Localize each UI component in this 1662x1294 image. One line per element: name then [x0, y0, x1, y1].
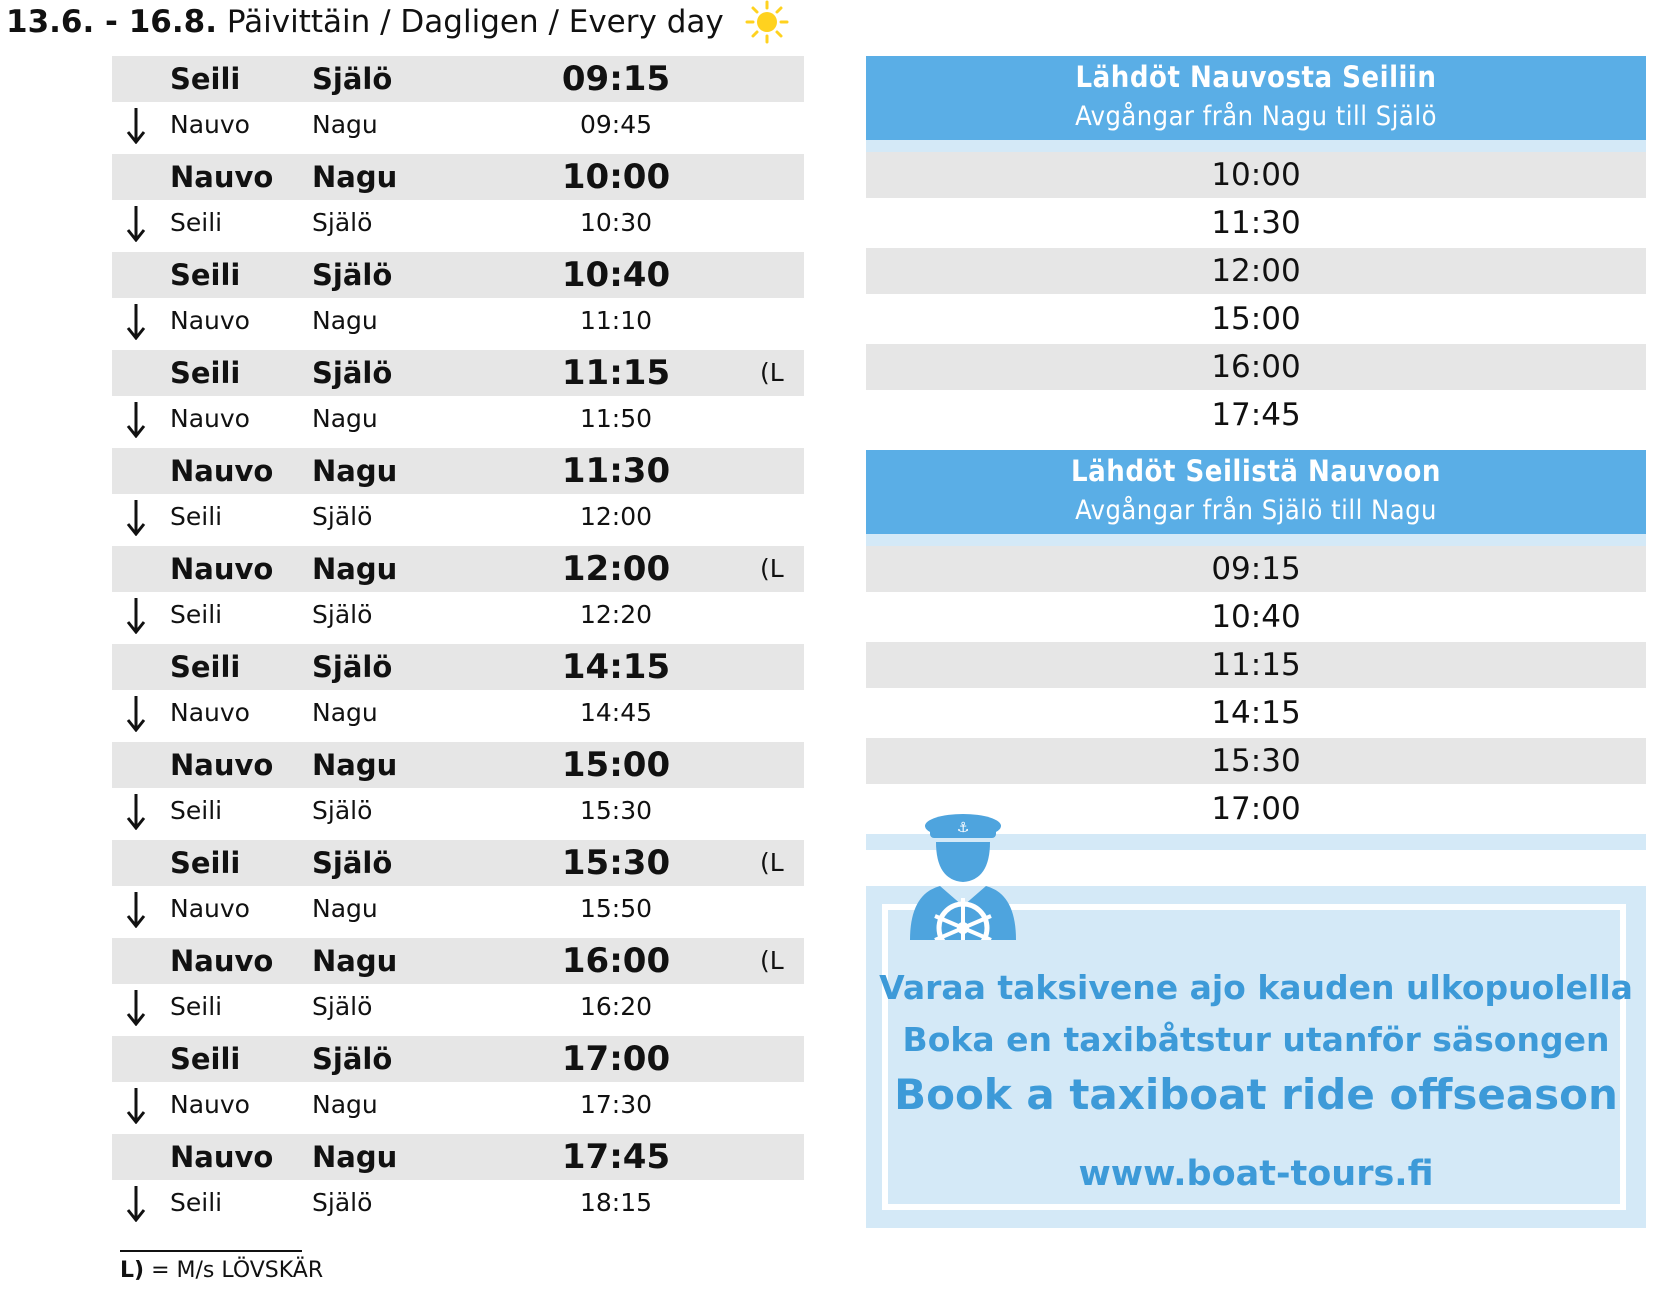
to-sv: Själö: [312, 796, 373, 825]
to-sv: Själö: [312, 208, 373, 237]
arrival-row: [112, 1082, 804, 1128]
to-fi: Nauvo: [170, 110, 250, 139]
from-fi: Seili: [170, 846, 241, 880]
footnote-divider: [120, 1250, 302, 1252]
arrival-row: [112, 788, 804, 834]
to-sv: Nagu: [312, 698, 378, 727]
departure-time: 09:15: [561, 59, 671, 99]
arrival-row: [112, 886, 804, 932]
to-fi: Seili: [170, 796, 223, 825]
trip: [112, 1134, 804, 1232]
departure-row: [112, 252, 804, 298]
departure-time-row: 15:00: [1211, 301, 1301, 337]
arrival-time: 17:30: [579, 1090, 653, 1119]
from-nauvo-title-sv: Avgångar från Nagu till Själö: [1075, 101, 1437, 132]
from-fi: Seili: [170, 1042, 241, 1076]
from-sv: Själö: [312, 258, 393, 292]
arrival-time: 15:50: [579, 894, 653, 923]
from-sv: Själö: [312, 1042, 393, 1076]
arrival-row: [112, 102, 804, 148]
trip: [112, 742, 804, 840]
departure-row: [112, 1036, 804, 1082]
from-fi: Seili: [170, 356, 241, 390]
to-sv: Själö: [312, 502, 373, 531]
departure-time-row: 10:00: [866, 152, 1646, 198]
from-sv: Nagu: [312, 552, 398, 586]
from-sv: Nagu: [312, 1140, 398, 1174]
from-fi: Seili: [170, 258, 241, 292]
from-fi: Nauvo: [170, 748, 274, 782]
trip: [112, 1036, 804, 1134]
arrow-down-icon: [126, 696, 146, 732]
trip: [112, 448, 804, 546]
departure-row: [112, 644, 804, 690]
footnote: [120, 1258, 323, 1283]
from-fi: Nauvo: [170, 454, 274, 488]
arrival-row: [112, 984, 804, 1030]
from-fi: Seili: [170, 650, 241, 684]
departure-table: [112, 56, 804, 1232]
header-separator: [866, 534, 1646, 546]
departure-time: 14:15: [561, 647, 671, 687]
from-fi: Seili: [170, 62, 241, 96]
vessel-mark: (L: [760, 554, 784, 583]
departure-time-row: 16:00: [866, 344, 1646, 390]
from-fi: Nauvo: [170, 1140, 274, 1174]
departure-time: 12:00: [561, 549, 671, 589]
trip: [112, 546, 804, 644]
header-separator: [866, 140, 1646, 152]
departure-row: [112, 1134, 804, 1180]
from-fi: Nauvo: [170, 944, 274, 978]
departure-time-row: 15:30: [866, 738, 1646, 784]
from-fi: Nauvo: [170, 160, 274, 194]
footnote-text: = M/s LÖVSKÄR: [144, 1258, 324, 1283]
days-label: Päivittäin / Dagligen / Every day: [226, 4, 724, 40]
departure-time-row: 17:45: [1211, 397, 1301, 433]
departure-time: 17:45: [561, 1137, 671, 1177]
trip: [112, 56, 804, 154]
trip: [112, 840, 804, 938]
to-sv: Nagu: [312, 110, 378, 139]
promo-line-en: Book a taxiboat ride offseason: [894, 1070, 1618, 1119]
departure-time: 10:00: [561, 157, 671, 197]
from-sv: Nagu: [312, 454, 398, 488]
from-fi: Nauvo: [170, 552, 274, 586]
vessel-mark: (L: [760, 358, 784, 387]
arrival-row: [112, 690, 804, 736]
from-sv: Själö: [312, 62, 393, 96]
to-fi: Nauvo: [170, 698, 250, 727]
vessel-mark: (L: [760, 848, 784, 877]
arrival-row: [112, 592, 804, 638]
departure-row: [112, 938, 804, 984]
arrival-time: 12:20: [579, 600, 653, 629]
departure-row: [112, 742, 804, 788]
arrival-time: 14:45: [579, 698, 653, 727]
departure-time-row: 14:15: [1211, 695, 1301, 731]
arrow-down-icon: [126, 206, 146, 242]
to-fi: Seili: [170, 992, 223, 1021]
departure-row: [112, 840, 804, 886]
trip: [112, 350, 804, 448]
to-fi: Seili: [170, 208, 223, 237]
departure-row: [112, 546, 804, 592]
from-sv: Nagu: [312, 944, 398, 978]
schedule-header: [6, 4, 724, 40]
arrow-down-icon: [126, 1088, 146, 1124]
departure-time: 15:00: [561, 745, 671, 785]
footnote-key: L): [120, 1258, 145, 1283]
departure-row: [112, 154, 804, 200]
to-fi: Nauvo: [170, 894, 250, 923]
arrow-down-icon: [126, 892, 146, 928]
arrow-down-icon: [126, 402, 146, 438]
departure-time-row: 09:15: [866, 546, 1646, 592]
departure-time: 15:30: [561, 843, 671, 883]
departure-time-row: 11:15: [866, 642, 1646, 688]
from-sv: Själö: [312, 650, 393, 684]
sun-icon: [745, 0, 789, 44]
departure-time-row: 17:00: [1211, 791, 1301, 827]
arrival-time: 15:30: [579, 796, 653, 825]
arrival-time: 18:15: [579, 1188, 653, 1217]
arrow-down-icon: [126, 108, 146, 144]
arrival-time: 11:10: [579, 306, 653, 335]
to-fi: Seili: [170, 502, 223, 531]
departure-time: 17:00: [561, 1039, 671, 1079]
boat-captain-icon: [910, 810, 1016, 940]
arrow-down-icon: [126, 1186, 146, 1222]
to-sv: Nagu: [312, 894, 378, 923]
trip: [112, 154, 804, 252]
departure-time-row: 10:40: [1211, 599, 1301, 635]
from-sv: Nagu: [312, 160, 398, 194]
arrival-row: [112, 298, 804, 344]
arrival-row: [112, 494, 804, 540]
promo-url-link[interactable]: www.boat-tours.fi: [1078, 1154, 1434, 1194]
from-sv: Nagu: [312, 748, 398, 782]
arrival-row: [112, 1180, 804, 1226]
arrow-down-icon: [126, 990, 146, 1026]
arrival-time: 16:20: [579, 992, 653, 1021]
from-seili-title-fi: Lähdöt Seilistä Nauvoon: [1071, 454, 1441, 488]
arrival-time: 12:00: [579, 502, 653, 531]
arrow-down-icon: [126, 304, 146, 340]
departure-time: 11:15: [561, 353, 671, 393]
departure-time-row: 11:30: [1211, 205, 1301, 241]
arrival-time: 10:30: [579, 208, 653, 237]
to-fi: Nauvo: [170, 1090, 250, 1119]
promo-line-fi: Varaa taksivene ajo kauden ulkopuolella: [879, 968, 1633, 1007]
vessel-mark: (L: [760, 946, 784, 975]
arrow-down-icon: [126, 794, 146, 830]
to-sv: Nagu: [312, 1090, 378, 1119]
departure-row: [112, 448, 804, 494]
from-sv: Själö: [312, 356, 393, 390]
trip: [112, 938, 804, 1036]
from-seili-title-sv: Avgångar från Själö till Nagu: [1075, 495, 1437, 526]
arrival-row: [112, 200, 804, 246]
to-sv: Nagu: [312, 404, 378, 433]
to-fi: Seili: [170, 1188, 223, 1217]
to-sv: Själö: [312, 1188, 373, 1217]
departure-row: [112, 350, 804, 396]
to-sv: Själö: [312, 600, 373, 629]
date-range: 13.6. - 16.8.: [6, 4, 217, 40]
to-sv: Själö: [312, 992, 373, 1021]
to-sv: Nagu: [312, 306, 378, 335]
arrow-down-icon: [126, 598, 146, 634]
arrival-row: [112, 396, 804, 442]
to-fi: Nauvo: [170, 404, 250, 433]
svg-text:⚓: ⚓: [956, 820, 970, 836]
departure-time-row: 12:00: [866, 248, 1646, 294]
departure-time: 10:40: [561, 255, 671, 295]
arrival-time: 09:45: [579, 110, 653, 139]
promo-line-sv: Boka en taxibåtstur utanför säsongen: [902, 1020, 1610, 1059]
departure-time: 11:30: [561, 451, 671, 491]
from-nauvo-header: [866, 56, 1646, 140]
from-nauvo-title-fi: Lähdöt Nauvosta Seiliin: [1075, 60, 1437, 94]
arrow-down-icon: [126, 500, 146, 536]
trip: [112, 644, 804, 742]
arrival-time: 11:50: [579, 404, 653, 433]
from-sv: Själö: [312, 846, 393, 880]
trip: [112, 252, 804, 350]
to-fi: Seili: [170, 600, 223, 629]
from-seili-header: [866, 450, 1646, 534]
to-fi: Nauvo: [170, 306, 250, 335]
departure-row: [112, 56, 804, 102]
departure-time: 16:00: [561, 941, 671, 981]
